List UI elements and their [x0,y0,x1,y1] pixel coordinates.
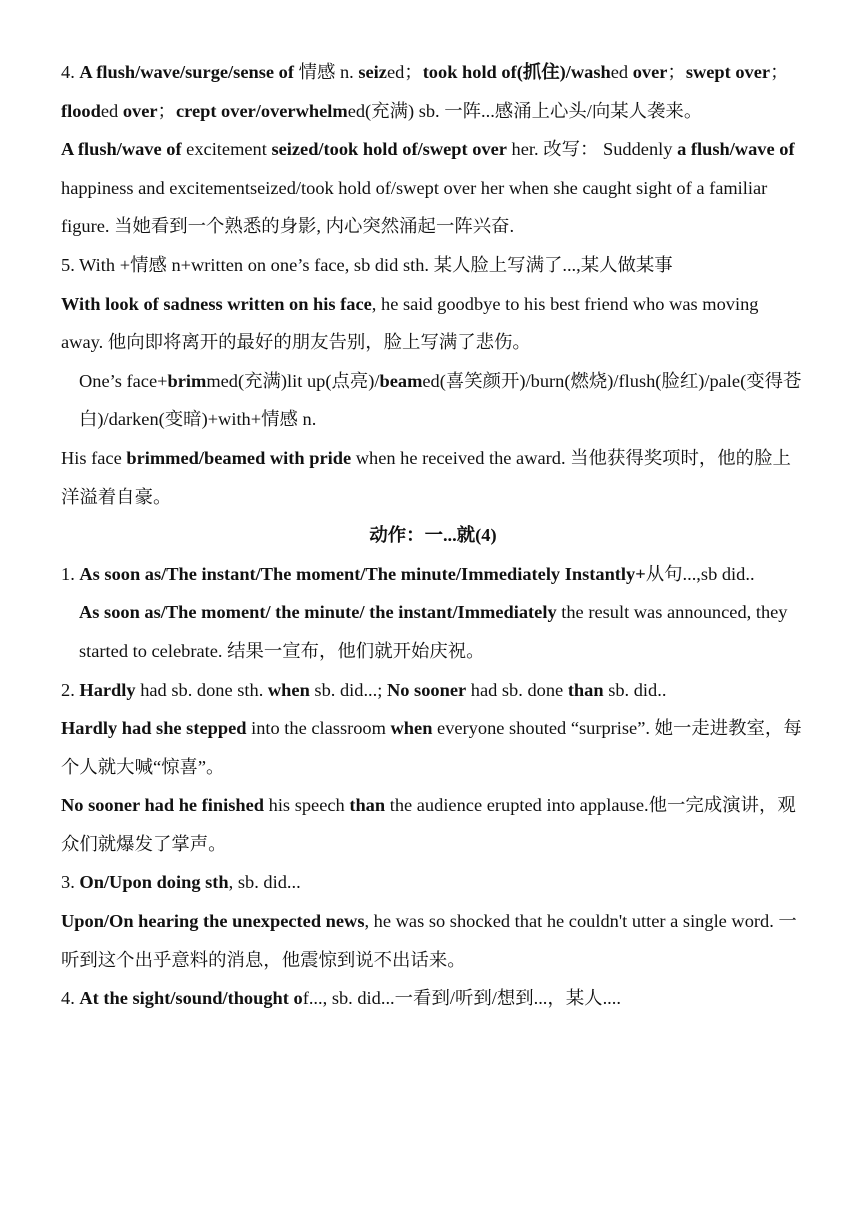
bold-text: when [267,679,310,700]
text-segment: ed； [386,62,423,82]
item-4-flush [61,53,805,130]
text-segment: sb. did.. [603,679,667,700]
text-segment: f..., sb. did...一看到/听到/想到...，某人.... [302,988,621,1009]
bold-text: Hardly [79,679,136,700]
text-segment: ； [770,62,789,82]
text-segment: 4. [61,62,80,82]
text-segment: ed [610,62,633,82]
bold-text: brimmed/beamed with pride [126,447,352,468]
text-segment: 4. [61,988,80,1009]
text-segment: had sb. done [466,679,568,700]
example-face [61,439,805,516]
item-5-with [61,246,805,285]
text-segment: his speech [264,795,350,816]
text-segment: ed(喜笑颜开)/burn(燃烧)/flush(脸红)/pale(变得苍白)/darken(变暗)+with+情感 n. [79,370,802,430]
text-segment: into the classroom [246,718,391,739]
text-segment: 1. [61,563,80,584]
bold-text: crept over/overwhelm [175,100,348,121]
text-segment: 从句...,sb did.. [645,563,755,584]
face-pattern [61,362,805,439]
bold-text: No sooner [386,679,467,700]
bold-text: when [390,718,433,739]
bold-text: a flush/wave of [677,139,795,160]
item-1-as-soon-as [61,555,805,594]
bold-text: A flush/wave of [61,139,182,160]
bold-text: swept over [685,62,771,82]
example-on-hearing [61,902,805,979]
item-2-hardly [61,671,805,710]
example-hardly [61,709,805,786]
example-with [61,285,805,362]
text-segment: the audience erupted into applause.他一完成演讲，观众们就爆发了掌声。 [61,795,796,854]
bold-text: over [122,100,158,121]
bold-text: over [632,62,668,82]
text-segment: His face [61,447,127,468]
bold-text: Upon/On hearing the unexpected news [61,911,365,932]
item-3-on-doing [61,863,805,902]
document-body [61,53,805,1018]
bold-text: At the sight/sound/thought o [79,988,303,1009]
bold-text: than [567,679,604,700]
text-segment: 3. [61,872,80,893]
item-4-at-the-sight [61,979,805,1018]
bold-text: seized/took hold of/swept over [271,139,507,160]
text-segment: , he was so shocked that he couldn't utter a single word. 一听到这个出乎意料的消息，他震惊到说不出话来。 [61,911,797,970]
text-segment: sb. did...; [309,679,387,700]
bold-text: brim [167,370,207,391]
bold-text: took hold of(抓住)/wash [422,62,611,82]
bold-text: On/Upon doing sth [79,872,229,893]
bold-text: No sooner had he finished [61,795,265,816]
bold-text: flood [61,100,101,121]
text-segment: 动作：一...就(4) [369,525,497,546]
bold-text: seiz [358,62,387,82]
text-segment: had sb. done sth. [135,679,268,700]
text-segment: ed(充满) sb. 一阵...感涌上心头/向某人袭来。 [347,100,703,121]
text-segment: ； [157,100,176,121]
bold-text: than [349,795,386,816]
text-segment: when he received the award. 当他获得奖项时，他的脸上洋溢着自豪。 [61,447,791,507]
text-segment: 5. With +情感 n+written on one’s face, sb did sth. 某人脸上写满了...,某人做某事 [61,254,673,275]
text-segment: , he said goodbye to his best friend who was moving away. 他向即将离开的最好的朋友告别，脸上写满了悲伤。 [61,293,759,353]
text-segment: , sb. did... [228,872,301,893]
text-segment: One’s face+ [79,370,168,391]
text-segment: excitement [181,139,272,160]
text-segment: happiness and excitementseized/took hold of/swept over her when she caught sight of a familiar figure. 当她看到一个熟悉的身影, 内心突然涌起一阵兴奋. [61,177,768,237]
text-segment: her. 改写： Suddenly [506,139,678,160]
example-flush [61,130,805,246]
text-segment: med(充满)lit up(点亮)/ [206,370,380,391]
text-segment: ed [100,100,123,121]
bold-text: With look of sadness written on his face [61,293,372,314]
text-segment: 情感 n. [293,62,359,82]
text-segment: the result was announced, they started to celebrate. 结果一宣布，他们就开始庆祝。 [79,602,788,661]
text-segment: ； [667,62,686,82]
example-as-soon-as [61,593,805,670]
example-no-sooner [61,786,805,863]
text-segment: 2. [61,679,80,700]
bold-text: As soon as/The moment/ the minute/ the instant/Immediately [79,602,557,623]
bold-text: A flush/wave/surge/sense of [79,62,294,82]
text-segment: everyone shouted “surprise”. 她一走进教室，每个人就大喊“惊喜”。 [61,718,802,777]
bold-text: As soon as/The instant/The moment/The minute/Immediately Instantly+ [79,563,646,584]
bold-text: Hardly had she stepped [61,718,247,739]
bold-text: beam [379,370,423,391]
section-heading [61,516,805,555]
